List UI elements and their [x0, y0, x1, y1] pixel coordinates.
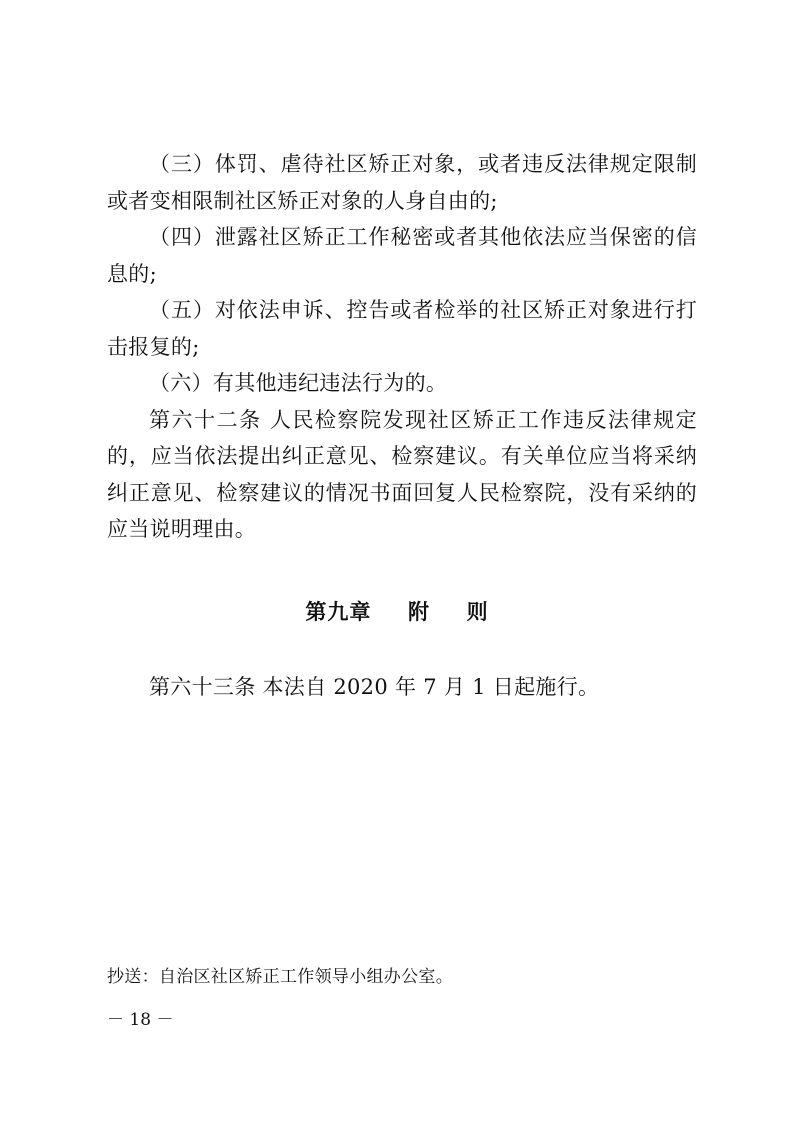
clause-six: （六）有其他违纪违法行为的。	[149, 371, 448, 395]
article-sixty-two: 第六十二条 人民检察院发现社区矫正工作违反法律规定的，应当依法提出纠正意见、检察建议。有关单位应当将采纳纠正意见、检察建议的情况书面回复人民检察院，没有采纳的应当说明理由。	[107, 407, 697, 541]
clause-three: （三）体罚、虐待社区矫正对象，或者违反法律规定限制或者变相限制社区矫正对象的人身自由的;	[107, 152, 697, 213]
article-sixty-three: 第六十三条 本法自 2020 年 7 月 1 日起施行。	[149, 675, 600, 699]
clause-five: （五）对依法申诉、控告或者检举的社区矫正对象进行打击报复的;	[107, 298, 697, 359]
cc-line: 抄送：自治区社区矫正工作领导小组办公室。	[107, 967, 453, 987]
body-text	[107, 146, 697, 548]
chapter-title: 第九章 附 则	[305, 600, 489, 624]
clause-four: （四）泄露社区矫正工作秘密或者其他依法应当保密的信息的;	[107, 225, 697, 286]
page-number: － 18 －	[107, 1010, 174, 1030]
